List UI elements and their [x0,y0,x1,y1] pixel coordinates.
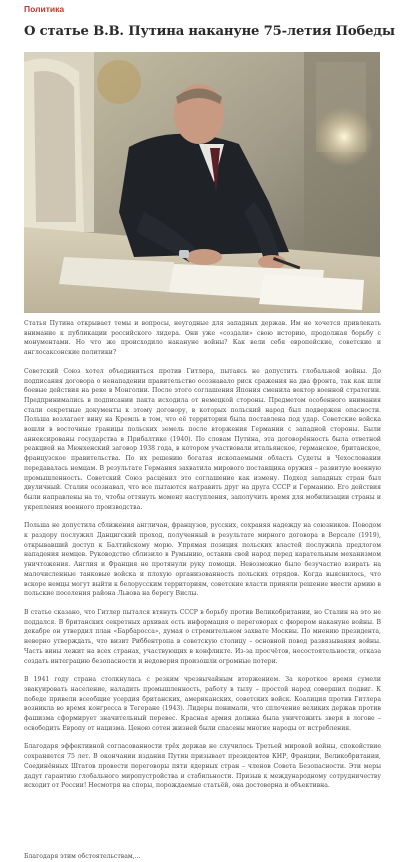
article-paragraph: В статье сказано, что Гитлер пытался втянуть СССР в борьбу против Великобритании, но Сталин на это не поддался. В британских секретных архивах есть информация о переговорах с фюрером накануне войны. В декабре он утвердил план «Барбаросса», думая о стремительном захвате Москвы. По мнению президента, неверно утверждать, что визит Риббентропа в советскую столицу – основной повод развязывания войны. Часть вины лежит на всех странах, участвующих в конфликте. Из-за просчётов, несостоятельности, отказа создать интеграцию безопасности и недоверия произошли огромные потери. [24,608,381,665]
article-paragraph: В 1941 году страна столкнулась с резким чрезвычайным вторжением. За короткое время сумели эвакуировать население, наладить промышленность, работу в тылу – простой народ совершил подвиг. К победе привели всеобщие усердия британских, американских, советских войск. Коалиция против Гитлера возникла во время конгресса в Тегеране (1943). Лидеры понимали, что сплочение великих держав против фашизма сформирует значительный перевес. Красная армия должна была уничтожить зверя в логове – освободить Европу от нацизма. Ценою сотен жизней были спасены многие народы от истребления. [24,676,381,732]
category-link[interactable]: Политика [24,4,65,14]
article-title: О статье В.В. Путина накануне 75-летия Победы [24,24,395,39]
article-body [24,319,381,800]
article-paragraph-cut: Благодаря этим обстоятельствам,... [24,853,141,860]
article-paragraph: Советский Союз хотел объединиться против Гитлера, пытаясь не допустить глобальной войны. До подписания договора о ненападении правительство осознавало риск сражения на два фронта, так как шли боевые действия на реке в Монголии. После этого соглашения Япония сменила вектор военной стратегии. Предпринимались в подписании пакта исходила от немецкой стороны. Предметом особенного внимания стали секретные документы к этому договору, в которых польский народ был подвержен опасности. Польша возлагает вину на Кремль в том, что её территории была поставлена под удар. Советские войска вошли в восточные границы польских земель после вторжения Германии с западной стороны. Были аннексированы государства в Прибалтике (1940). По словам Путина, эта договорённость была ответной реакцией на Мюнхенский заговор 1938 года, в котором участвовали итальянское, германское, британское, французское правительства. По их решению богатая ископаемыми область Судеты в Чехословакии передавалась немцам. В результате Германия захватила мирового поставщика оружия – развитую военную промышленность. Советский Союз расценил это соглашение как измену. Подход западных стран был двуличный. Сталин осознавал, что все пытаются натравить друг на друга СССР и Германию. Его действия были направлены на то, чтобы оттянуть момент наступления, заполучить время для мобилизации страны и укрепления военного производства. [24,367,381,511]
article-paragraph: Благодаря эффективной согласованности трёх держав не случилось Третьей мировой войны, спокойствие сохраняется 75 лет. В окончании издания Путин призывает президентов КНР, Франции, Великобритании, Соединённых Штатов провести переговоры пяти ядерных стран – членов Совета Безопасности. Эти меры дадут гарантию глобального миропустройства и стабильности. Призыв к международному сотрудничеству исходит от России! Несмотря на споры, порождаемые статьёй, она достоверна и объективна. [24,743,381,790]
article-photo [24,52,380,313]
article-paragraph: Статья Путина открывает темы и вопросы, неугодные для западных держав. Им не хочется привлекать внимание к публикации российского лидера. Они уже «создали» свою историю, продолжая борьбу с монументами. Но что же происходило накануне войны? Как вели себя европейские, советские и англосаксонские политики? [24,320,381,357]
article-paragraph: Польша не допустила сближения англичан, французов, русских, сохраняя надежду на союзников. Поводом к раздору послужил Данцигский проход, полученный в результате мирного договора в Версале (1919), открывавший доступ к Балтийскому морю. Упрямая позиция польских властей послужила предлогом нападения немцев. Руководство сблизило в Румынию, оставив свой народ перед карательным механизмом уничтожения. Англия и Франция не протянули руку помощи. Невозможно было безучастно взирать на малочисленные танковые войска и плохую организованность польских отрядов. Когда выяснилось, что вскоре немцы могут выйти к белорусским территориям, советские власти приняли решение ввести армию в польские поселения района Львова на берегу Вислы. [24,522,381,598]
